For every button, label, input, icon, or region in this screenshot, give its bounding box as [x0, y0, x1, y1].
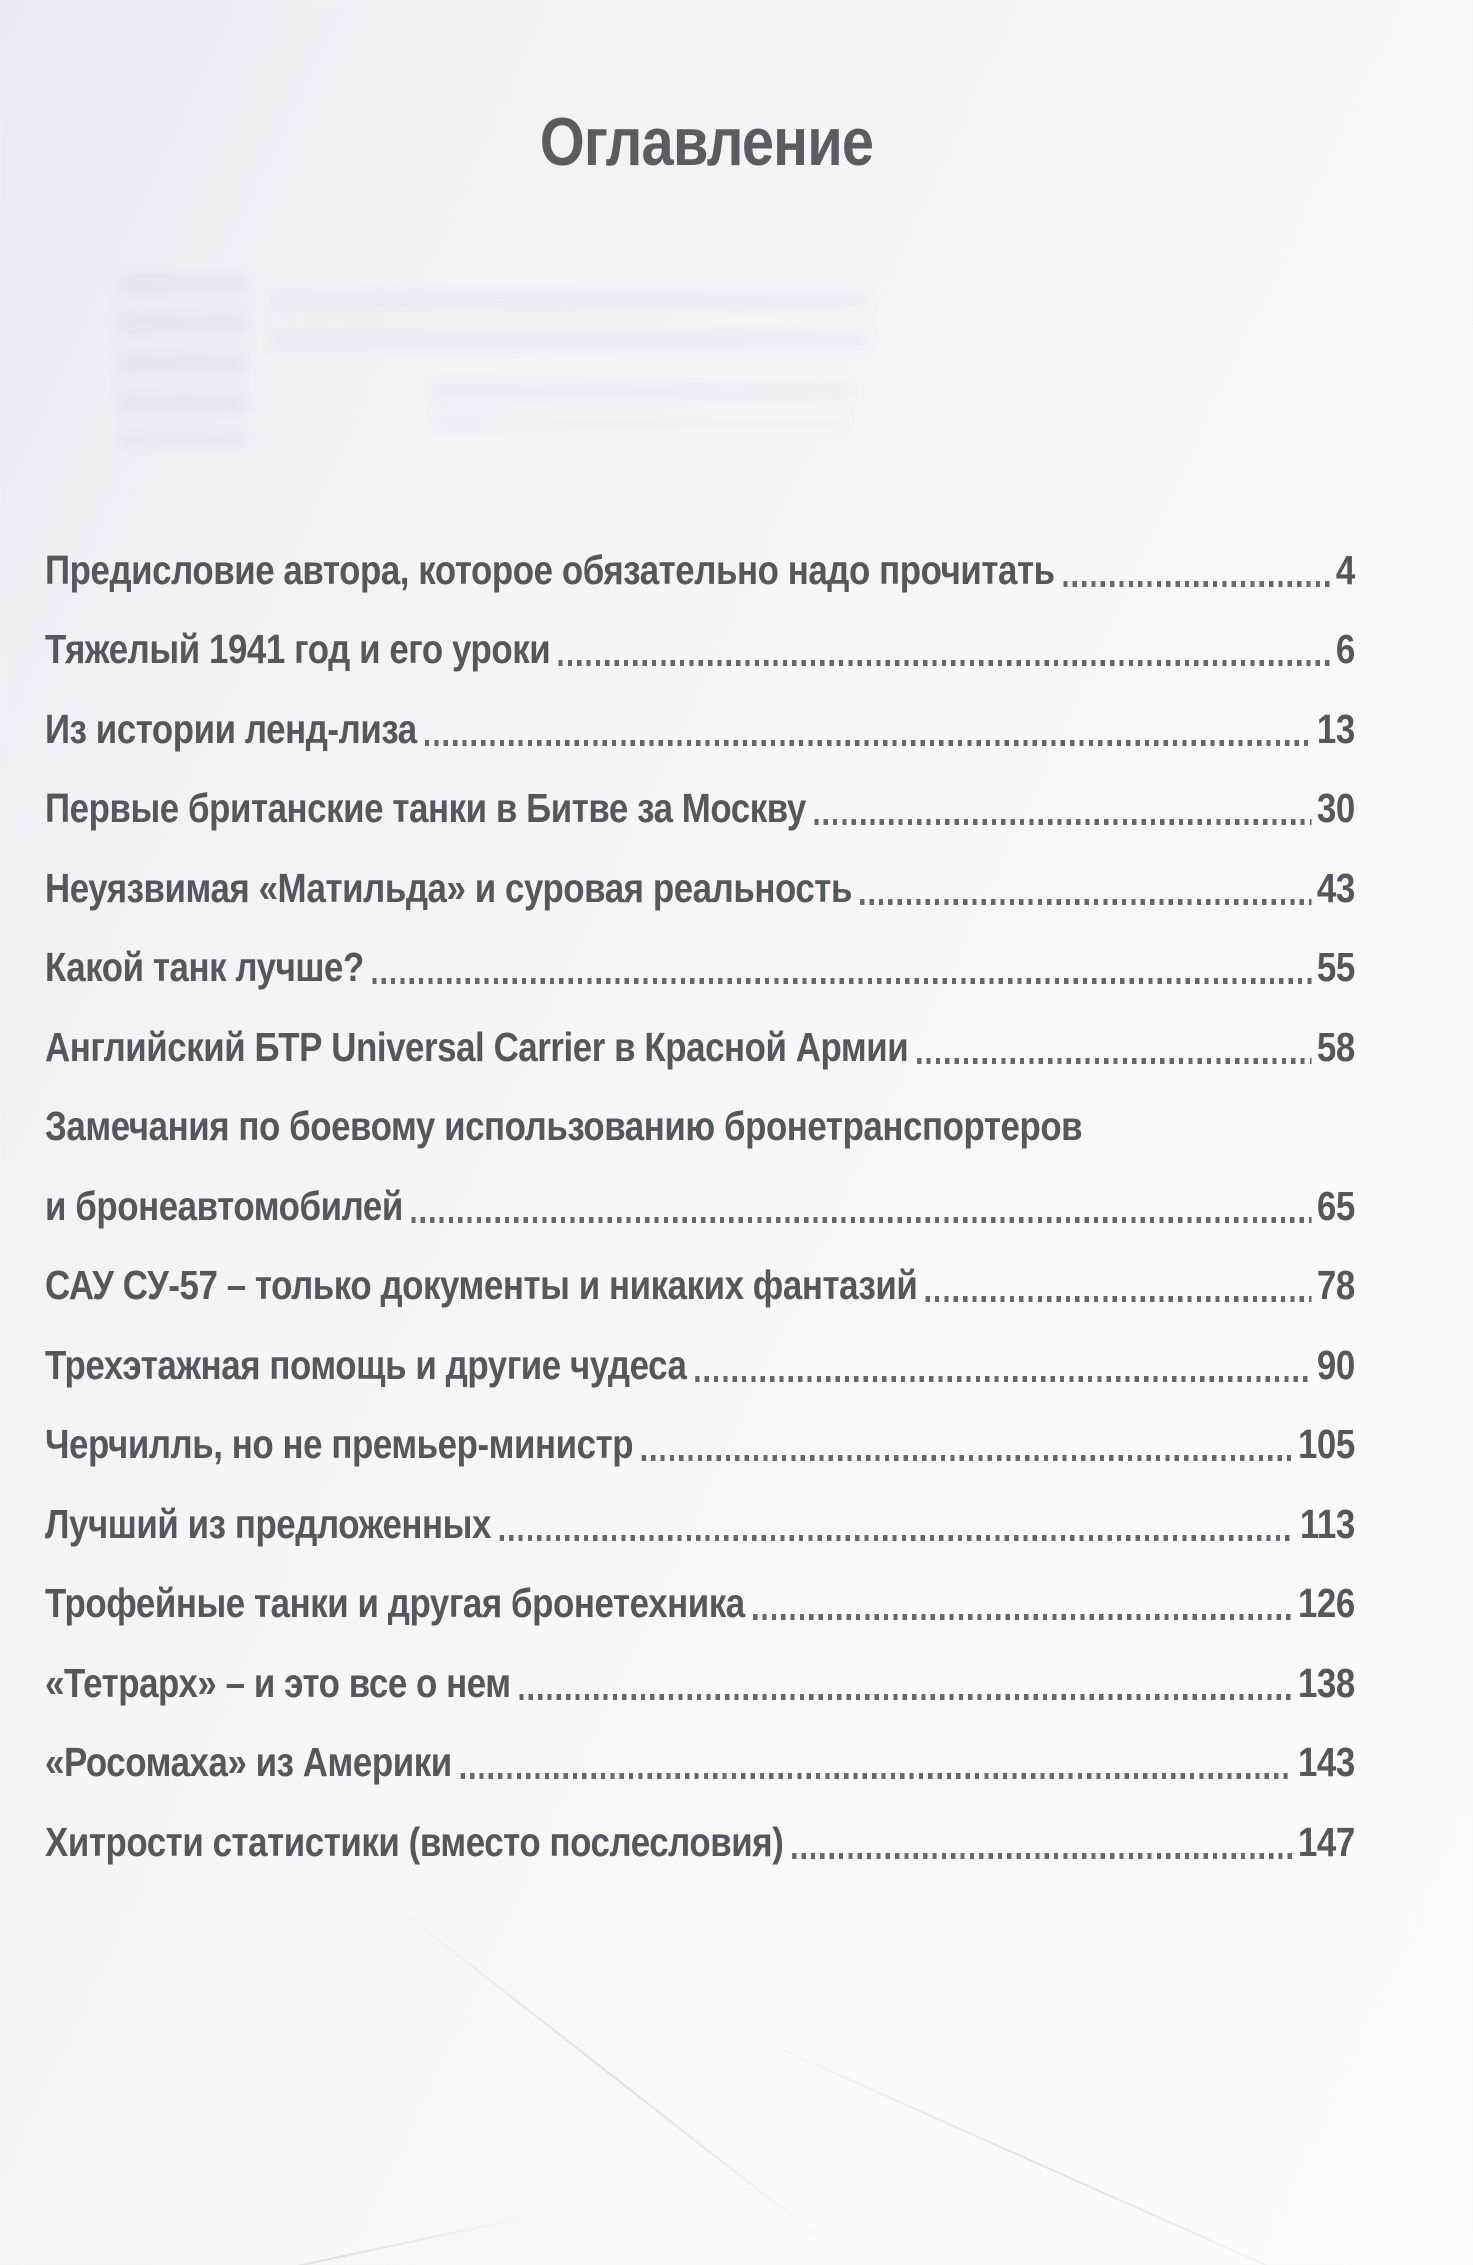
dot-leader [753, 1614, 1293, 1620]
dot-leader [372, 978, 1311, 984]
toc-entry [45, 1241, 1355, 1321]
toc-entry [45, 605, 1355, 685]
toc-entry [45, 1002, 1355, 1082]
toc-entry [45, 1082, 1355, 1162]
paper-crease [730, 2026, 1370, 2265]
toc-entry-page-number: 105 [1297, 1421, 1355, 1467]
toc-entry [45, 684, 1355, 764]
toc-entry-page-number: 4 [1335, 546, 1355, 593]
toc-entry-title: Лучший из предложенных [45, 1500, 491, 1547]
dot-leader [411, 1217, 1312, 1223]
toc-entry-page-number: 13 [1316, 705, 1355, 752]
toc-entry [45, 525, 1355, 605]
toc-entry-title: Неуязвимая «Матильда» и суровая реальность [45, 864, 852, 911]
toc-entry-title: «Росомаха» из Америки [45, 1739, 452, 1785]
toc-entry-page-number: 78 [1316, 1262, 1355, 1308]
toc-entry [45, 1638, 1355, 1718]
dot-leader [642, 1455, 1293, 1461]
toc-entry-page-number: 138 [1297, 1659, 1355, 1706]
page-bleed-through-artifact [430, 383, 850, 428]
toc-entry-title: Английский БТР Universal Carrier в Красной Армии [45, 1023, 909, 1070]
toc-entry-page-number: 30 [1316, 785, 1355, 831]
dot-leader [1063, 581, 1331, 587]
toc-entry [45, 764, 1355, 844]
toc-entry [45, 843, 1355, 923]
dot-leader [425, 740, 1312, 746]
paper-crease [389, 1901, 832, 2247]
toc-entry-title: Хитрости статистики (вместо послесловия) [45, 1818, 784, 1865]
dot-leader [460, 1773, 1293, 1779]
toc-entry-title: Первые британские танки в Битве за Москву [45, 785, 806, 831]
paper-crease [124, 2214, 535, 2265]
toc-entry-title: Трофейные танки и другая бронетехника [45, 1580, 745, 1626]
dot-leader [695, 1376, 1312, 1382]
page-title: Оглавление [539, 104, 874, 180]
toc-entry-title: Черчилль, но не премьер-министр [45, 1421, 634, 1467]
toc-entry-page-number: 113 [1299, 1500, 1355, 1547]
dot-leader [926, 1296, 1312, 1302]
toc-entry-title: и бронеавтомобилей [45, 1182, 403, 1229]
toc-entry-page-number: 143 [1297, 1739, 1355, 1785]
toc-entry-page-number: 55 [1316, 944, 1355, 990]
toc-entry-page-number: 58 [1316, 1023, 1355, 1070]
toc-entry-title: САУ СУ-57 – только документы и никаких фантазий [45, 1262, 918, 1308]
toc-entry-page-number: 147 [1297, 1818, 1355, 1865]
page-bleed-through-artifact [118, 276, 248, 446]
toc-entry-title: Из истории ленд-лиза [45, 705, 417, 752]
dot-leader [792, 1853, 1293, 1859]
toc-entry-title: Какой танк лучше? [45, 944, 364, 990]
dot-leader [519, 1694, 1293, 1700]
toc-entry-page-number: 65 [1316, 1182, 1355, 1229]
toc-entry [45, 1320, 1355, 1400]
toc-entry-title: Замечания по боевому использованию бронетранспортеров [45, 1103, 1083, 1149]
toc-entry-page-number: 43 [1316, 864, 1355, 911]
toc-entry [45, 1400, 1355, 1480]
table-of-contents [45, 525, 1355, 1877]
dot-leader [499, 1535, 1294, 1541]
dot-leader [860, 899, 1311, 905]
dot-leader [559, 660, 1331, 666]
toc-entry [45, 923, 1355, 1003]
toc-entry-page-number: 90 [1316, 1341, 1355, 1388]
toc-entry-page-number: 126 [1297, 1580, 1355, 1626]
toc-entry-title: Трехэтажная помощь и другие чудеса [45, 1341, 687, 1388]
toc-entry [45, 1479, 1355, 1559]
toc-entry-title: «Тетрарх» – и это все о нем [45, 1659, 511, 1706]
toc-entry [45, 1797, 1355, 1877]
dot-leader [814, 819, 1311, 825]
toc-entry [45, 1559, 1355, 1639]
toc-entry-title: Тяжелый 1941 год и его уроки [45, 626, 551, 672]
dot-leader [917, 1058, 1312, 1064]
toc-entry [45, 1718, 1355, 1798]
toc-entry [45, 1161, 1355, 1241]
toc-entry-title: Предисловие автора, которое обязательно надо прочитать [45, 546, 1055, 593]
page-bleed-through-artifact [270, 293, 870, 353]
toc-entry-page-number: 6 [1335, 626, 1355, 672]
